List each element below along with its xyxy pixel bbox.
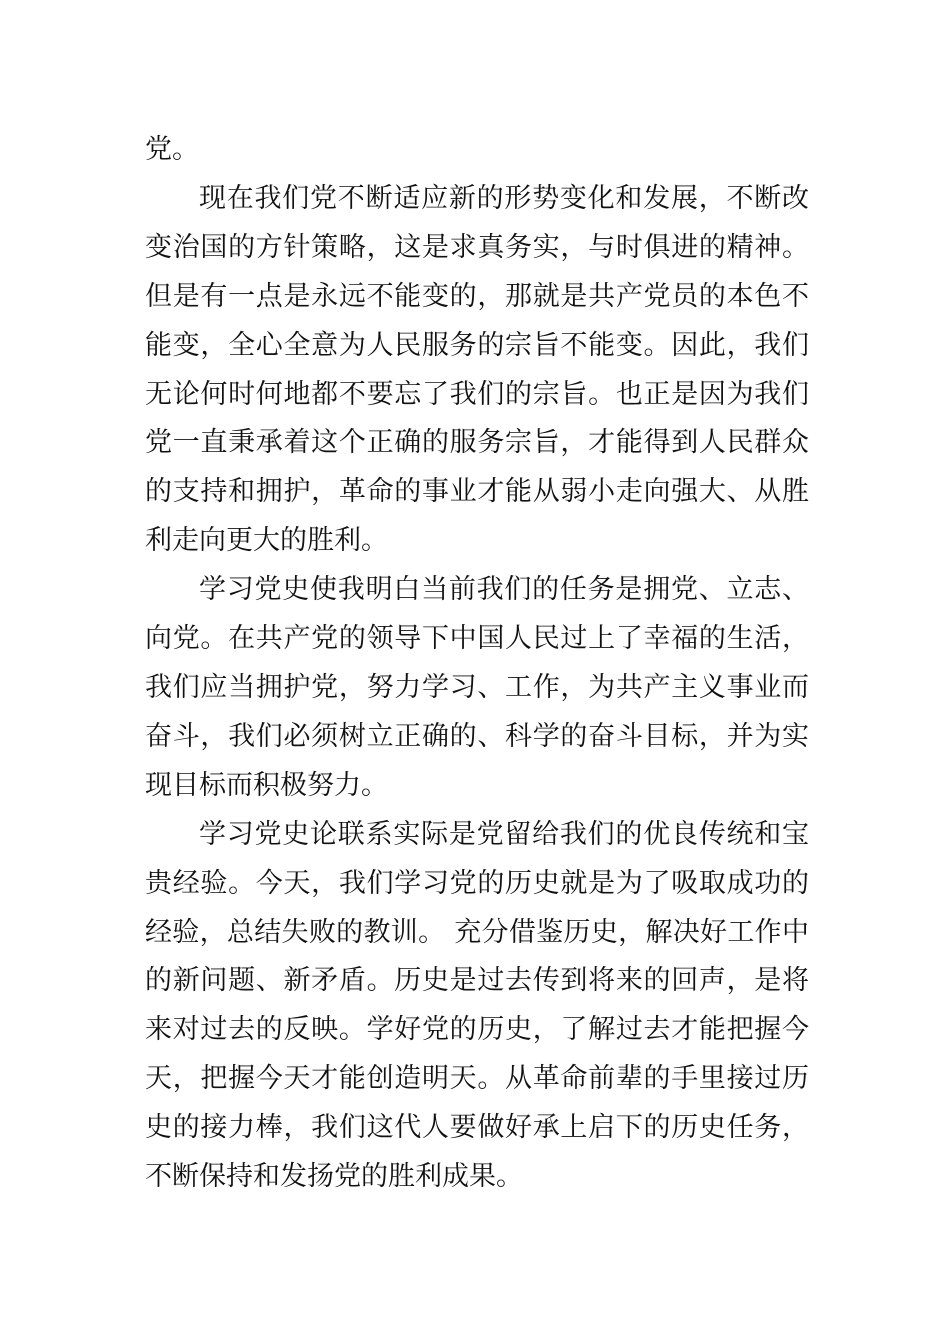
document-body <box>145 126 809 1202</box>
paragraph-continuation: 党。 <box>145 134 199 165</box>
paragraph-2: 学习党史使我明白当前我们的任务是拥党、立志、向党。在共产党的领导下中国人民过上了幸福的生活，我们应当拥护党，努力学习、工作，为共产主义事业而奋斗，我们必须树立正确的、科学的奋斗目标，并为实现目标而积极努力。 <box>145 574 809 801</box>
paragraph-1: 现在我们党不断适应新的形势变化和发展，不断改变治国的方针策略，这是求真务实，与时俱进的精神。但是有一点是永远不能变的，那就是共产党员的本色不能变，全心全意为人民服务的宗旨不能变。因此，我们无论何时何地都不要忘了我们的宗旨。也正是因为我们党一直秉承着这个正确的服务宗旨，才能得到人民群众的支持和拥护，革命的事业才能从弱小走向强大、从胜利走向更大的胜利。 <box>145 182 809 557</box>
paragraph-3: 学习党史论联系实际是党留给我们的优良传统和宝贵经验。今天，我们学习党的历史就是为了吸取成功的经验，总结失败的教训。 充分借鉴历史，解决好工作中的新问题、新矛盾。历史是过去传到将来的回声，是将来对过去的反映。学好党的历史，了解过去才能把握今天，把握今天才能创造明天。从革命前辈的手里接过历史的接力棒，我们这代人要做好承上启下的历史任务，不断保持和发扬党的胜利成果。 <box>145 818 809 1193</box>
